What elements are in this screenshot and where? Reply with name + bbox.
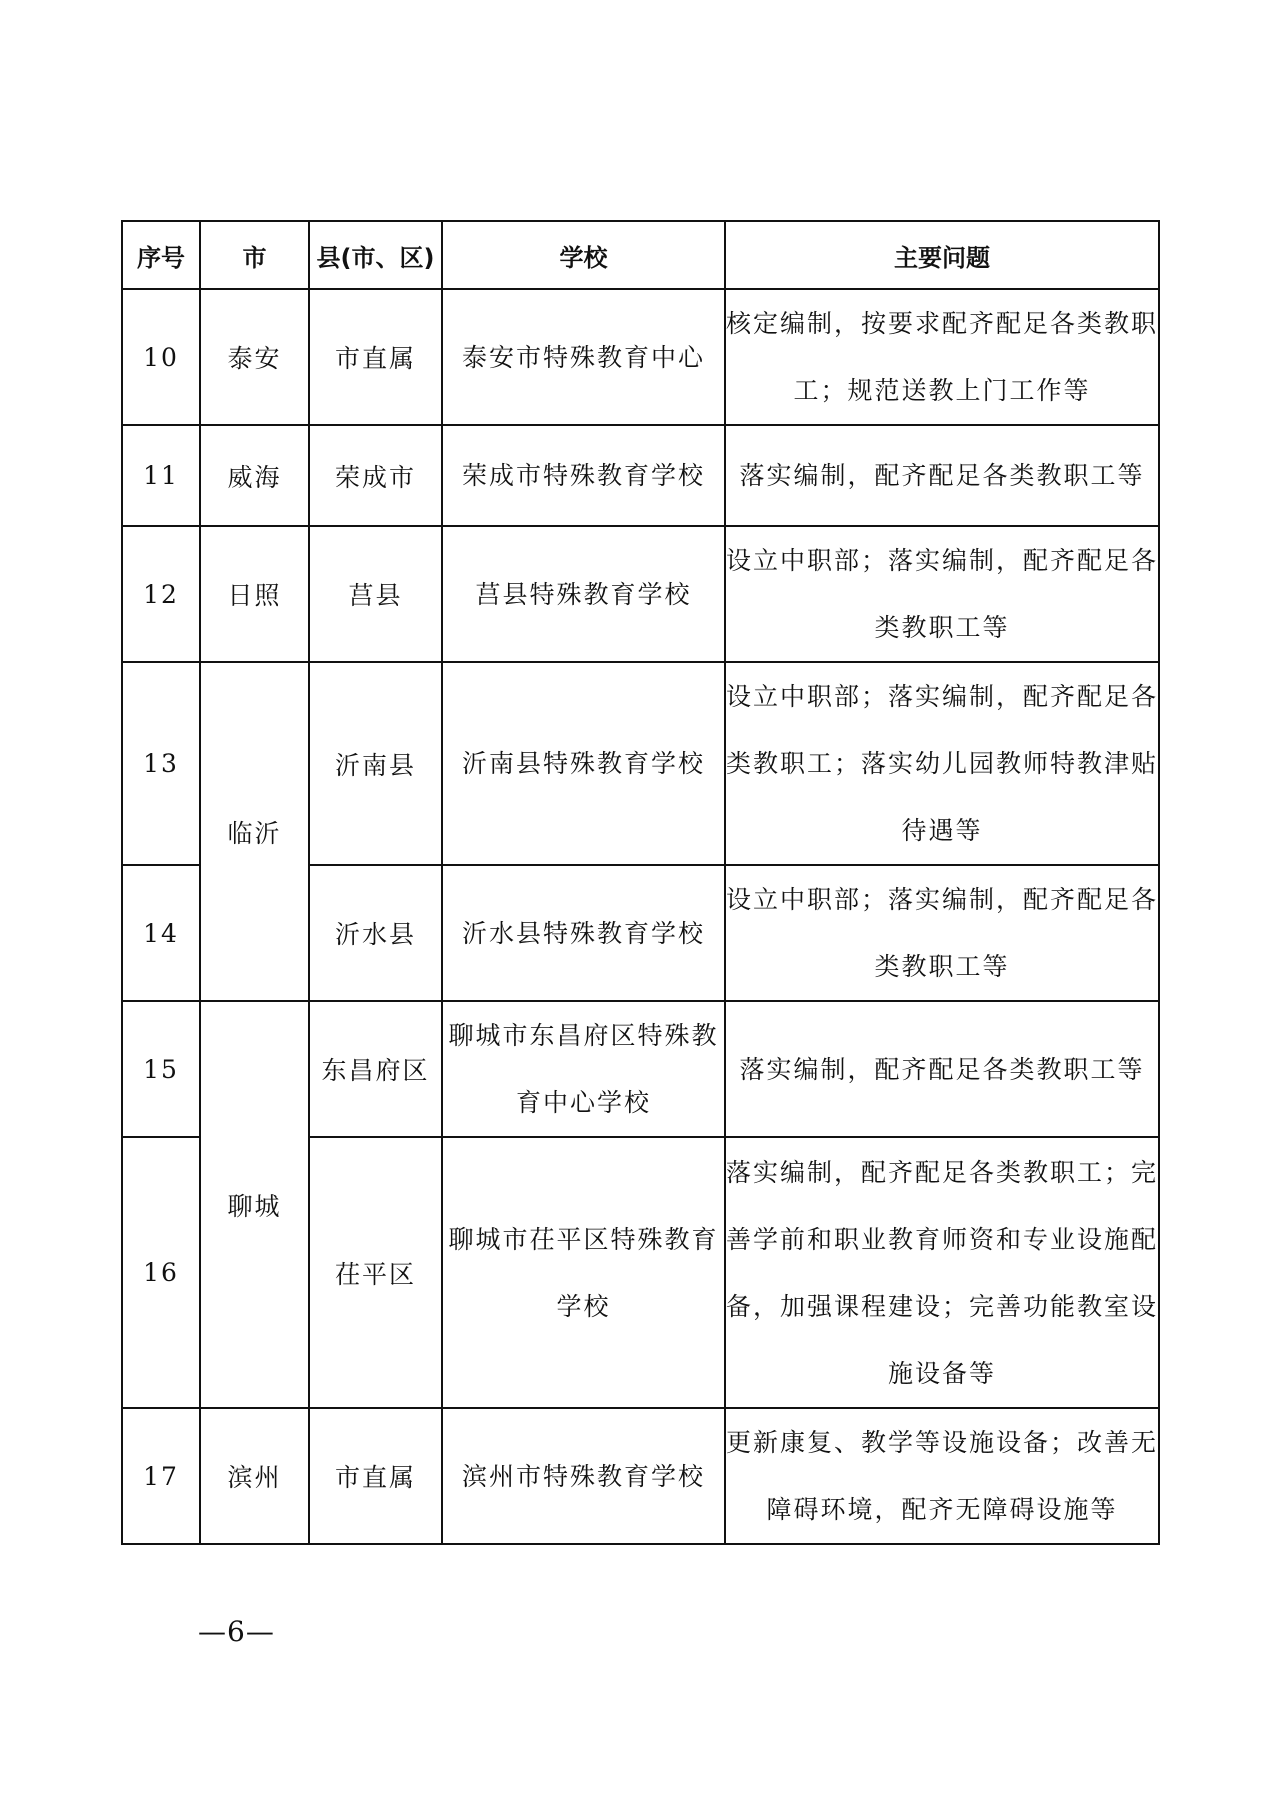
row-school: 荣成市特殊教育学校 (442, 425, 725, 526)
table-row (122, 526, 1159, 662)
header-issue: 主要问题 (725, 221, 1159, 289)
table-row (122, 425, 1159, 526)
row-school: 聊城市茌平区特殊教育学校 (442, 1137, 725, 1408)
row-no: 10 (122, 289, 200, 425)
row-city: 聊城 (200, 1001, 309, 1408)
row-no: 14 (122, 865, 200, 1001)
row-issue: 更新康复、教学等设施设备；改善无障碍环境，配齐无障碍设施等 (725, 1408, 1159, 1544)
row-no: 13 (122, 662, 200, 865)
row-county: 荣成市 (309, 425, 442, 526)
row-no: 12 (122, 526, 200, 662)
row-county: 莒县 (309, 526, 442, 662)
header-no: 序号 (122, 221, 200, 289)
row-county: 茌平区 (309, 1137, 442, 1408)
row-county: 市直属 (309, 289, 442, 425)
row-county: 沂南县 (309, 662, 442, 865)
row-school: 聊城市东昌府区特殊教育中心学校 (442, 1001, 725, 1137)
table-row (122, 1001, 1159, 1137)
row-no: 17 (122, 1408, 200, 1544)
table-row (122, 662, 1159, 865)
row-issue: 落实编制，配齐配足各类教职工等 (725, 425, 1159, 526)
row-no: 16 (122, 1137, 200, 1408)
row-issue: 设立中职部；落实编制，配齐配足各类教职工等 (725, 865, 1159, 1001)
row-school: 沂南县特殊教育学校 (442, 662, 725, 865)
row-city: 滨州 (200, 1408, 309, 1544)
problem-table (121, 220, 1160, 1545)
row-no: 11 (122, 425, 200, 526)
row-city: 临沂 (200, 662, 309, 1001)
row-city: 威海 (200, 425, 309, 526)
row-school: 泰安市特殊教育中心 (442, 289, 725, 425)
row-city: 日照 (200, 526, 309, 662)
row-school: 滨州市特殊教育学校 (442, 1408, 725, 1544)
header-school: 学校 (442, 221, 725, 289)
table-row (122, 289, 1159, 425)
row-county: 东昌府区 (309, 1001, 442, 1137)
header-county: 县(市、区) (309, 221, 442, 289)
row-issue: 落实编制，配齐配足各类教职工；完善学前和职业教育师资和专业设施配备，加强课程建设；完善功能教室设施设备等 (725, 1137, 1159, 1408)
header-city: 市 (200, 221, 309, 289)
row-city: 泰安 (200, 289, 309, 425)
row-no: 15 (122, 1001, 200, 1137)
row-county: 沂水县 (309, 865, 442, 1001)
row-issue: 设立中职部；落实编制，配齐配足各类教职工等 (725, 526, 1159, 662)
table-row (122, 1408, 1159, 1544)
row-issue: 落实编制，配齐配足各类教职工等 (725, 1001, 1159, 1137)
row-issue: 核定编制，按要求配齐配足各类教职工；规范送教上门工作等 (725, 289, 1159, 425)
row-school: 莒县特殊教育学校 (442, 526, 725, 662)
header-row (122, 221, 1159, 289)
row-issue: 设立中职部；落实编制，配齐配足各类教职工；落实幼儿园教师特教津贴待遇等 (725, 662, 1159, 865)
row-school: 沂水县特殊教育学校 (442, 865, 725, 1001)
page-number: —6— (198, 1615, 275, 1648)
row-county: 市直属 (309, 1408, 442, 1544)
